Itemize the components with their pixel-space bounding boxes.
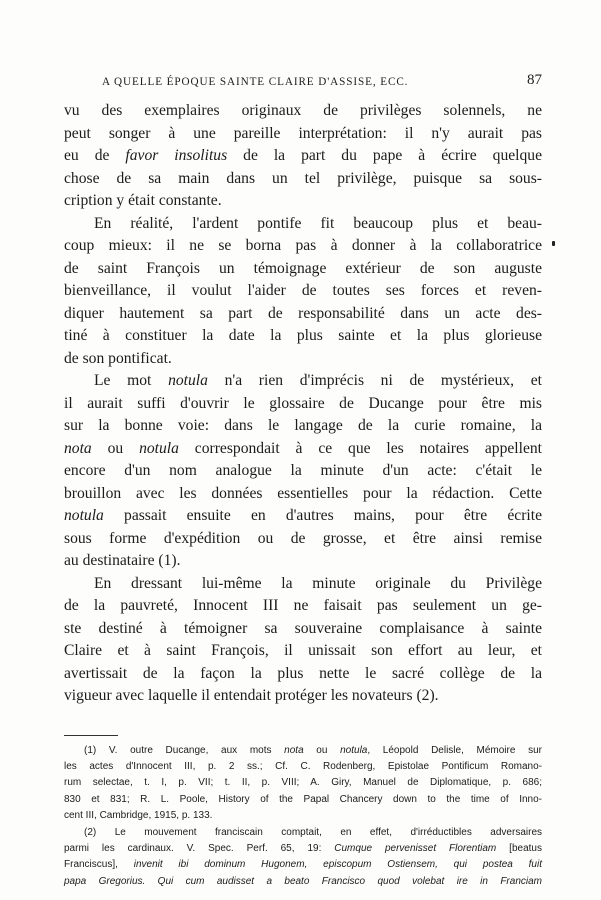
latin-term: favor insolitus bbox=[125, 147, 228, 164]
latin-term: notula bbox=[168, 372, 208, 389]
text-line: vu des exemplaires originaux de privilèges solennels, ne bbox=[64, 102, 542, 119]
running-head bbox=[64, 72, 542, 94]
footnote-line: rum selectae, t. I, p. VII; t. II, p. VIII; A. Giry, Manuel de Diplomatique, p. 686; bbox=[64, 777, 542, 789]
text-line: de son pontificat. bbox=[64, 349, 172, 367]
text-line: En dressant lui-même la minute originale du Privilège bbox=[94, 574, 542, 592]
text-line: eu de favor insolitus de la part du pape à écrire quelque bbox=[64, 147, 543, 164]
text-line: avertissait de la façon la plus nette le sacré collège de la bbox=[64, 664, 542, 682]
footnote-line: parmi les cardinaux. V. Spec. Perf. 65, 19: Cumque pervenisset Florentiam [beatus bbox=[64, 842, 542, 854]
text-line: Claire et à saint François, il unissait son effort au leur, et bbox=[64, 642, 542, 659]
footnote-line: les actes d'Innocent III, p. 2 ss.; Cf. C. Rodenberg, Epistolae Pontificum Romano- bbox=[64, 760, 542, 772]
margin-ink-mark bbox=[552, 241, 555, 246]
text-line: diquer hautement sa part de responsabilité dans un acte des- bbox=[64, 304, 542, 322]
running-title: A QUELLE ÉPOQUE SAINTE CLAIRE D'ASSISE, ECC. bbox=[102, 76, 409, 88]
text-line: Le mot notula n'a rien d'imprécis ni de mystérieux, et bbox=[94, 372, 542, 389]
book-page bbox=[64, 72, 542, 890]
text-line: peut songer à une pareille interprétation: il n'y aurait pas bbox=[64, 124, 542, 142]
latin-term: notula bbox=[64, 507, 104, 524]
text-line: notula passait ensuite en d'autres mains, pour être écrite bbox=[64, 507, 542, 524]
text-line: de saint François un témoignage extérieur de son auguste bbox=[64, 259, 542, 277]
latin-term: notula bbox=[139, 439, 179, 457]
text-line: chose de sa main dans un tel privilège, puisque sa sous- bbox=[64, 169, 542, 187]
text-line: tiné à constituer la date la plus sainte et la plus glorieuse bbox=[64, 327, 542, 344]
text-line: bienveillance, il voulut l'aider de toutes ses forces et reven- bbox=[64, 282, 542, 299]
body-text bbox=[64, 100, 542, 708]
text-line: sur la bonne voie: dans le langage de la curie romaine, la bbox=[64, 417, 542, 434]
text-line: cription y était constante. bbox=[64, 192, 222, 209]
text-line: nota ou notula correspondait à ce que les notaires appellent bbox=[64, 439, 543, 457]
text-line: il aurait suffi d'ouvrir le glossaire de Ducange pour être mis bbox=[64, 394, 542, 412]
text-line: ste destiné à témoigner sa souveraine complaisance à sainte bbox=[64, 619, 542, 637]
footnote-line: (1) V. outre Ducange, aux mots nota ou notula, Léopold Delisle, Mémoire sur bbox=[84, 744, 542, 756]
text-line: vigueur avec laquelle il entendait protéger les novateurs (2). bbox=[64, 687, 439, 704]
page-number: 87 bbox=[527, 72, 542, 88]
footnote-line: papa Gregorius. Qui cum audisset a beato Francisco quod volebat ire in Franciam bbox=[64, 875, 542, 887]
text-line: En réalité, l'ardent pontife fit beaucoup plus et beau- bbox=[94, 214, 542, 232]
text-line: au destinataire (1). bbox=[64, 552, 181, 569]
text-line: de la pauvreté, Innocent III ne faisait pas seulement un ge- bbox=[64, 597, 542, 614]
text-line: coup mieux: il ne se borna pas à donner à la collaboratrice bbox=[64, 237, 542, 254]
footnote-line: Franciscus], invenit ibi dominum Hugonem, episcopum Ostiensem, qui postea fuit bbox=[64, 859, 542, 871]
text-line: sous forme d'expédition ou de grosse, et être ainsi remise bbox=[64, 529, 542, 547]
text-line: brouillon avec les données essentielles pour la rédaction. Cette bbox=[64, 484, 542, 502]
footnote-line: cent III, Cambridge, 1915, p. 133. bbox=[64, 810, 213, 822]
text-line: encore d'un nom analogue la minute d'un acte: c'était le bbox=[64, 462, 542, 479]
footnote-line: (2) Le mouvement franciscain comptait, en effet, d'irréductibles adversaires bbox=[84, 826, 542, 838]
footnotes bbox=[64, 743, 542, 891]
footnote-divider bbox=[64, 735, 118, 736]
latin-term: nota bbox=[64, 439, 92, 457]
footnote-line: 830 et 831; R. L. Poole, History of the Papal Chancery down to the time of Inno- bbox=[64, 793, 542, 805]
